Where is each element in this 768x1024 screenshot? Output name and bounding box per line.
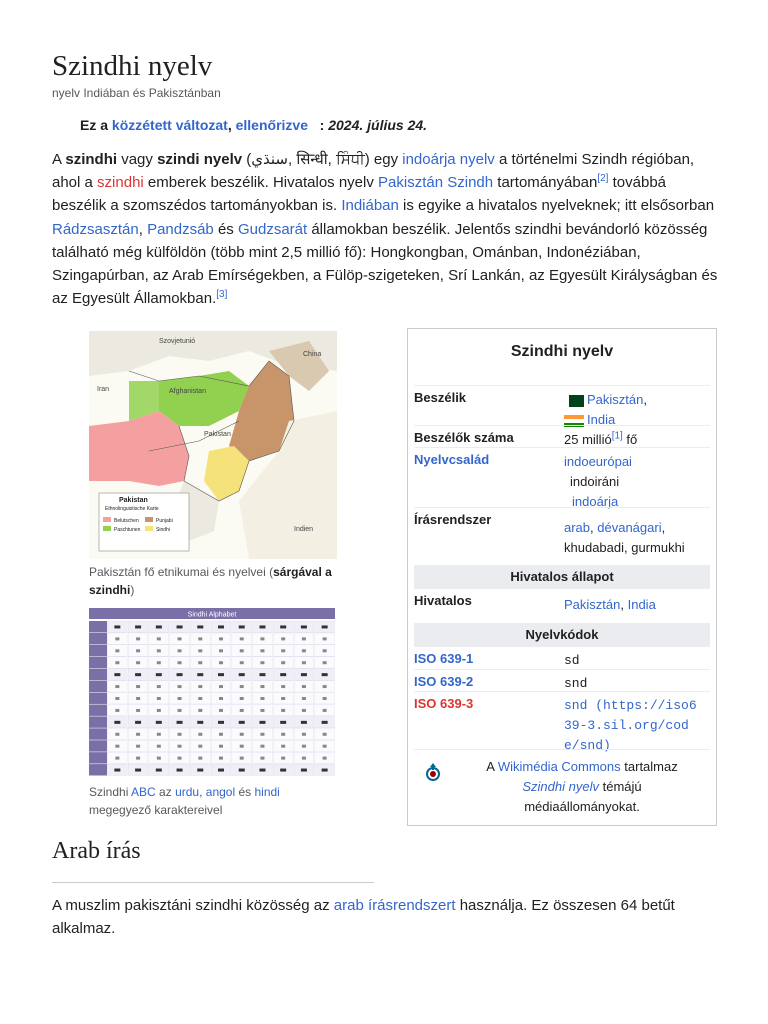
infobox-row-beszelik: Beszélik Pakisztán, India xyxy=(414,385,710,430)
map-label-iran: Iran xyxy=(97,386,110,393)
map-legend-item: Sindhi xyxy=(156,527,170,533)
infobox-row-iso2: ISO 639-2 snd xyxy=(414,669,710,692)
ref-2[interactable]: [2] xyxy=(597,173,609,185)
map-label-indien: Indien xyxy=(294,526,314,533)
indiaban-link[interactable]: Indiában xyxy=(341,197,399,215)
pandzsab-link[interactable]: Pandzsáb xyxy=(147,220,214,238)
radzsasztan-link[interactable]: Rádzsasztán xyxy=(52,220,139,238)
map-label-pakistan: Pakistan xyxy=(204,431,231,438)
angol-link[interactable]: angol xyxy=(205,785,236,799)
ref-3[interactable]: [3] xyxy=(216,289,228,301)
infobox-section-kodok: Nyelvkódok xyxy=(414,623,710,647)
map-legend-item: Belutschen xyxy=(114,518,139,524)
map-legend-subtitle: Ethnolinguistische Karte xyxy=(105,506,159,512)
wikimedia-commons-icon[interactable] xyxy=(422,762,444,784)
iso3-url-link[interactable]: snd (https://iso6 xyxy=(564,698,697,713)
arab-link[interactable]: arab xyxy=(564,520,591,535)
alphabet-header: Sindhi Alphabet xyxy=(187,611,237,619)
iso1-link[interactable]: ISO 639-1 xyxy=(414,651,474,666)
map-caption: Pakisztán fő etnikumai és nyelvei (sárgával a szindhi) xyxy=(89,565,332,597)
map-legend-title: Pakistan xyxy=(119,497,148,504)
arab-irasrendszer-link[interactable]: arab írásrendszert xyxy=(333,897,456,914)
commons-notice: A Wikimédia Commons tartalmaz Szindhi nyelv témájú médiaállományokat. xyxy=(486,759,678,814)
devanagari-link[interactable]: dévanágari xyxy=(597,520,662,535)
nyelvcsalad-link[interactable]: Nyelvcsalád xyxy=(414,452,490,467)
ref-1[interactable]: [1] xyxy=(611,430,623,442)
section-divider xyxy=(52,882,374,883)
ethnolinguistic-map[interactable] xyxy=(89,331,337,559)
urdu-link[interactable]: urdu xyxy=(175,785,200,799)
map-legend-item: Paschtunen xyxy=(114,527,141,533)
indoarja-link[interactable]: indoárja nyelv xyxy=(402,151,495,168)
review-date: 2024. július 24. xyxy=(328,117,428,133)
section-heading-arab: Arab írás xyxy=(52,838,141,864)
reviewed-link[interactable]: ellenőrizve xyxy=(235,117,308,133)
review-status: Ez a közzétett változat, ellenőrizve : 2024. július 24. xyxy=(80,117,428,133)
map-label-china: China xyxy=(303,351,322,358)
infobox-row-iso3: ISO 639-3 snd (https://iso6 39-3.sil.org/cod e/snd) xyxy=(414,691,710,752)
infobox-section-hivatalos: Hivatalos állapot xyxy=(414,565,710,589)
india-link-ib[interactable]: India xyxy=(587,412,616,427)
pakistan-flag-icon xyxy=(564,395,584,407)
indoarja-link-ib[interactable]: indoárja xyxy=(572,494,619,509)
infobox-row-hivatalos: Hivatalos Pakisztán, India xyxy=(414,593,656,612)
iso3-link[interactable]: ISO 639-3 xyxy=(414,696,474,711)
infobox-row-iso1: ISO 639-1 sd xyxy=(414,651,580,668)
pakisztan-link-ib[interactable]: Pakisztán xyxy=(587,392,644,407)
map-label-sovjet: Szovjetunió xyxy=(159,338,196,345)
page-subtitle: nyelv Indiában és Pakisztánban xyxy=(52,86,221,100)
infobox-row-nyelvcsalad: Nyelvcsalád indoeurópai indoiráni indoárja xyxy=(414,447,710,510)
infobox-title: Szindhi nyelv xyxy=(510,343,614,360)
map-legend-item: Punjabi xyxy=(156,518,173,524)
gudzsarat-link[interactable]: Gudzsarát xyxy=(237,220,308,238)
infobox-row-iras: Írásrendszer arab, dévanágari, khudabadi, gurmukhi xyxy=(414,507,710,560)
commons-link[interactable]: Wikimédia Commons xyxy=(497,759,621,774)
sindhi-alphabet-image[interactable] xyxy=(89,608,335,778)
abc-caption: Szindhi ABC az urdu, angol és hindi megegyező karaktereivel xyxy=(89,785,280,817)
szindhi-link[interactable]: szindhi xyxy=(97,174,144,192)
published-version-link[interactable]: közzétett változat xyxy=(111,117,228,133)
szindh-link[interactable]: Szindh xyxy=(447,174,494,192)
indoeuropai-link[interactable]: indoeurópai xyxy=(564,454,632,469)
commons-topic-link[interactable]: Szindhi nyelv xyxy=(522,779,599,794)
map-label-afghanistan: Afghanistan xyxy=(169,388,206,395)
infobox xyxy=(407,328,717,826)
pakisztan-link[interactable]: Pakisztán xyxy=(378,174,444,192)
iso2-link[interactable]: ISO 639-2 xyxy=(414,674,474,689)
hindi-link[interactable]: hindi xyxy=(254,785,280,799)
abc-link[interactable]: ABC xyxy=(131,785,156,799)
india-link-hiv[interactable]: India xyxy=(627,597,656,612)
arab-paragraph: A muszlim pakisztáni szindhi közösség az arab írásrendszert használja. Ez összesen 64 betűt alkalmaz. xyxy=(52,897,675,938)
intro-paragraph: A szindhi vagy szindi nyelv (سنڌي, सिन्धी, ਸਿੰਧੀ) egy indoárja nyelv a történelmi Szindh régióban, ahol a szindhi emberek beszélik. Hivatalos nyelv Pakisztán Szindh tartományában[2] továbbá beszélik a szomszédos tartományokban is. Indiában is egyike a hivatalos nyelveknek; itt elsősorban Rádzsasztán, Pandzsáb és Gudzsarát államokban beszélik. Jelentős szindhi bevándorló közösség található még külföldön (több mint 2,5 millió fő): Hongkongban, Ománban, Indonéziában, Szingapúrban, az Arab Emírségekben, a Fülöp-szigeteken, Srí Lankán, az Egyesült Királyságban és az Egyesült Államokban.[3] xyxy=(52,151,718,308)
pakisztan-link-hiv[interactable]: Pakisztán xyxy=(564,597,621,612)
infobox-row-beszelok: Beszélők száma 25 millió[1] fő xyxy=(414,425,710,448)
page-title: Szindhi nyelv xyxy=(52,50,213,82)
